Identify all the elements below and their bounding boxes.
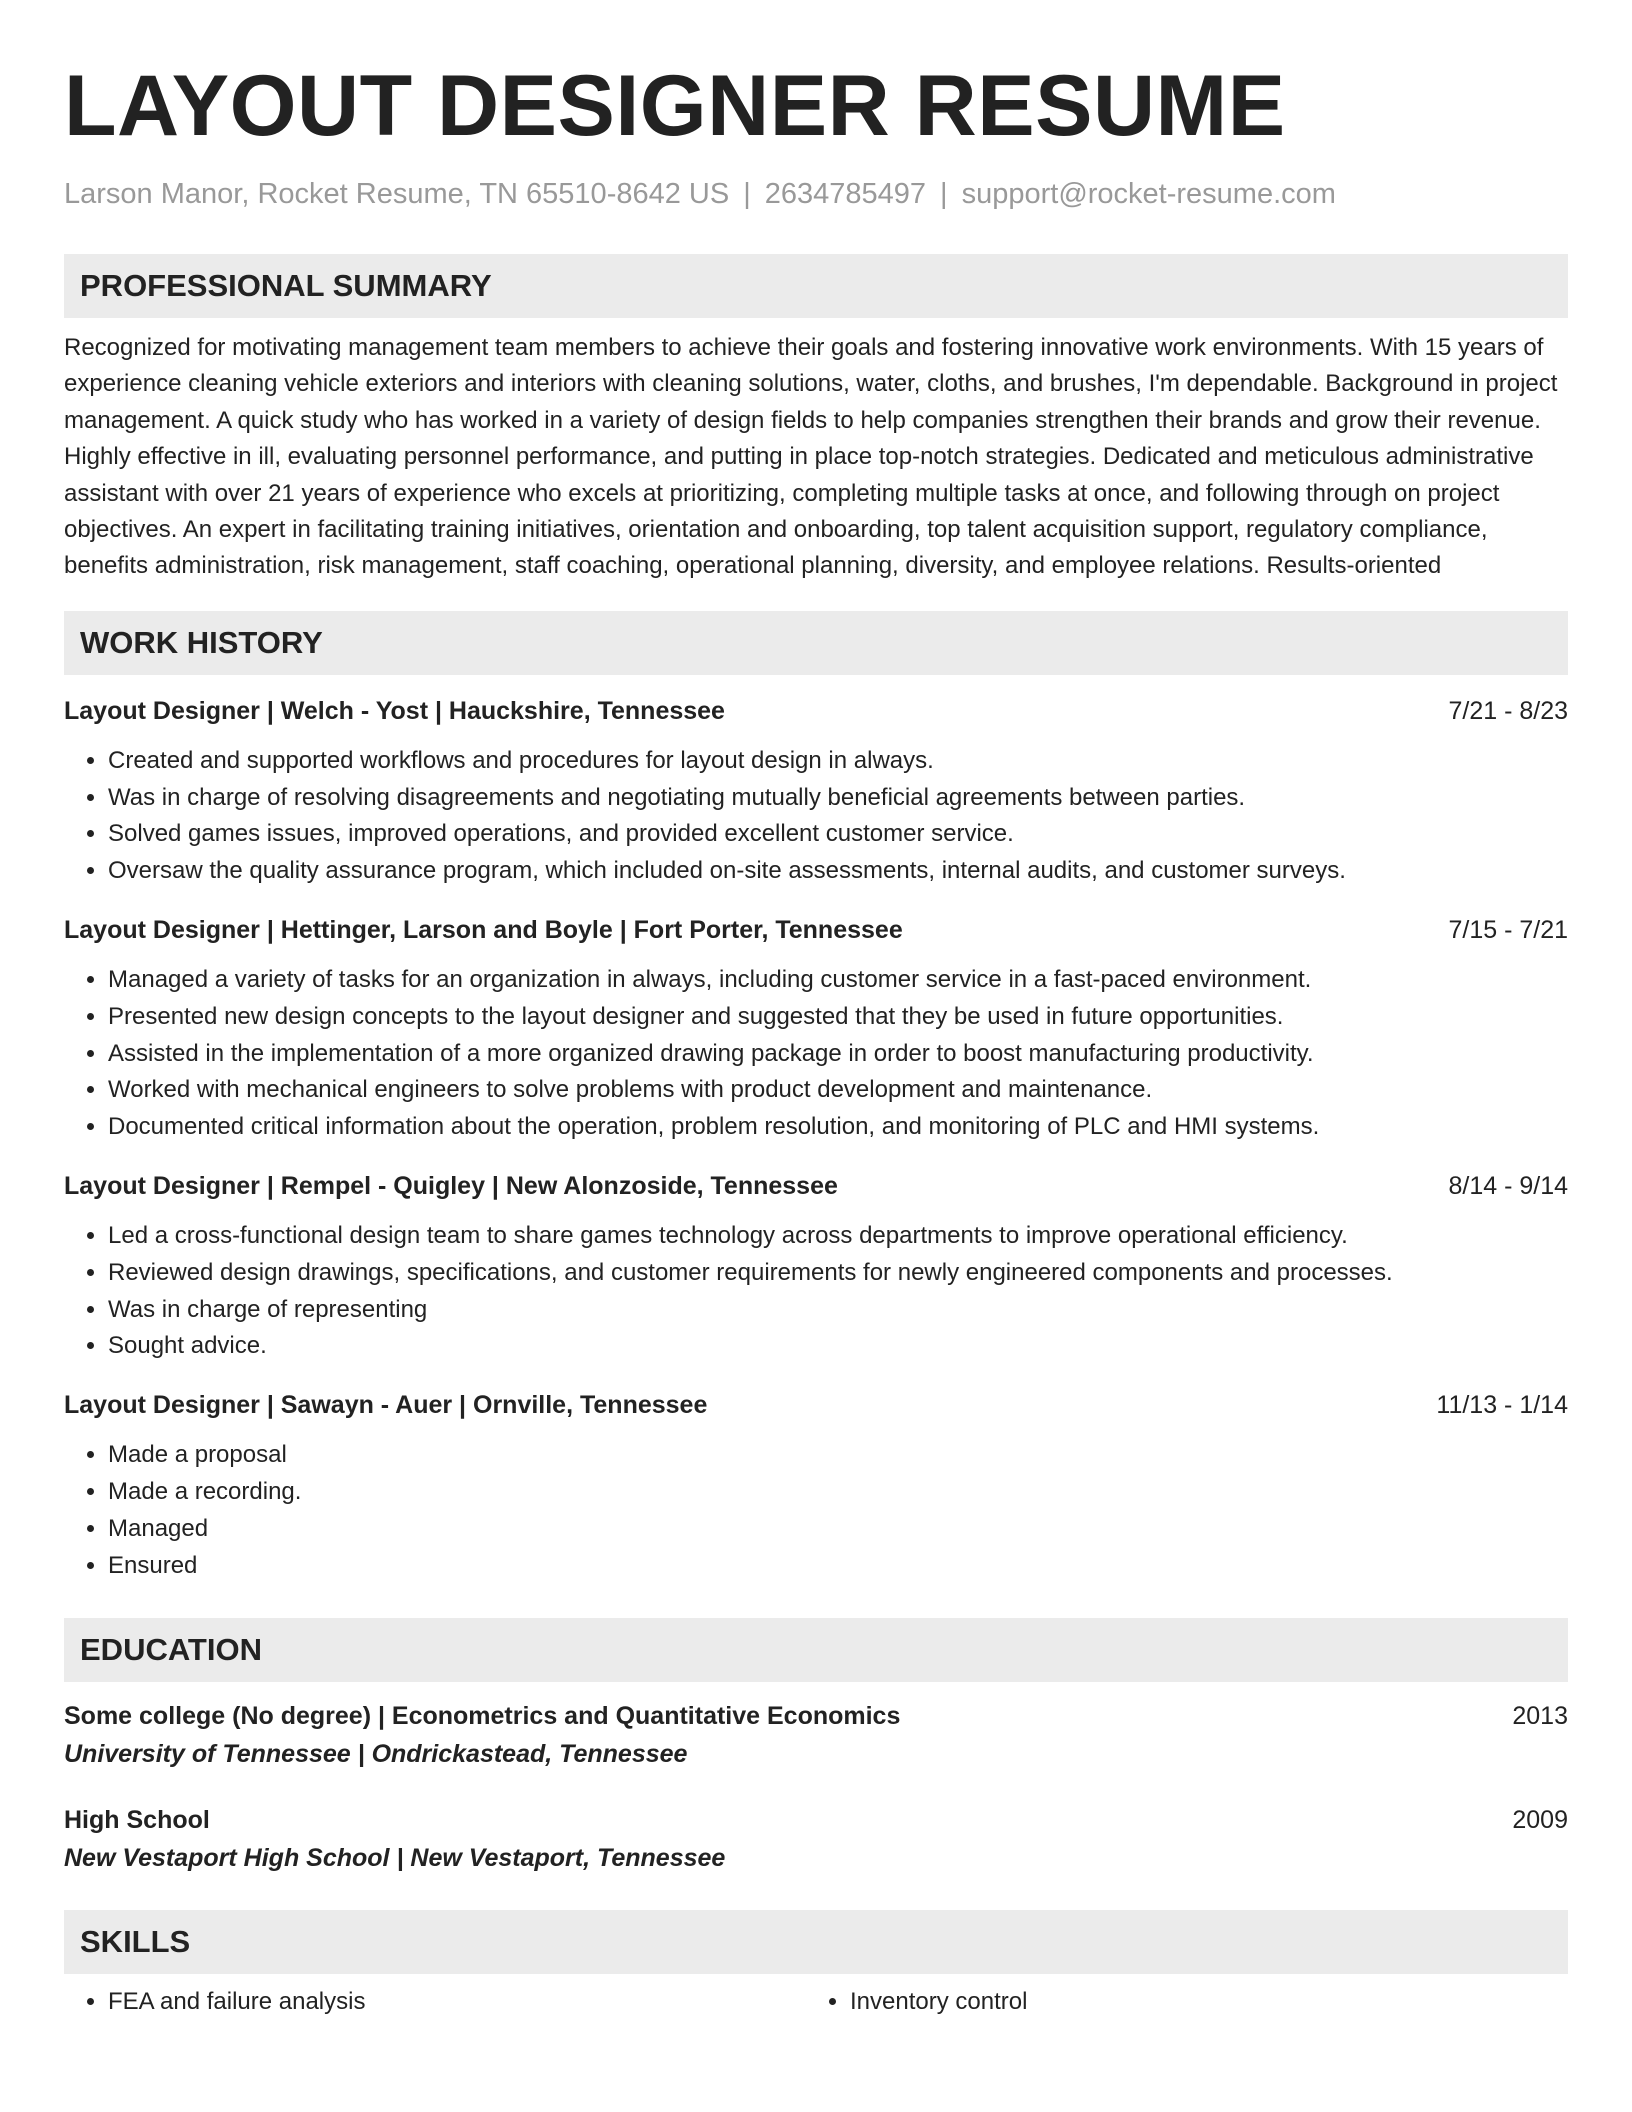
job-dates: 8/14 - 9/14 bbox=[1448, 1172, 1568, 1201]
education-year: 2013 bbox=[1512, 1702, 1568, 1731]
job-bullet: • Managed a variety of tasks for an organization in always, including customer service in a fast-paced environment. bbox=[108, 962, 1568, 999]
contact-separator: | bbox=[940, 178, 948, 210]
skill-item: • FEA and failure analysis bbox=[108, 1984, 806, 2020]
job-bullet: • Made a proposal bbox=[108, 1437, 1568, 1474]
summary-text: Recognized for motivating management team members to achieve their goals and fostering innovative work environments. With 15 years of experience cleaning vehicle exteriors and interiors with cleaning solutions, water, cloths, and brushes, I'm dependable. Background in project management. A quick study who has worked in a variety of design fields to help companies strengthen their brands and grow their revenue. Highly effective in ill, evaluating personnel performance, and putting in place top-notch strategies. Dedicated and meticulous administrative assistant with over 21 years of experience who excels at prioritizing, completing multiple tasks at once, and following through on project objectives. An expert in facilitating training initiatives, orientation and onboarding, top talent acquisition support, regulatory compliance, benefits administration, risk management, staff coaching, operational planning, diversity, and employee relations. Results-oriented bbox=[64, 334, 1558, 580]
job-bullet: • Documented critical information about the operation, problem resolution, and monitoring of PLC and HMI systems. bbox=[108, 1109, 1568, 1146]
job-bullets bbox=[64, 1218, 1568, 1365]
job-bullet: • Worked with mechanical engineers to solve problems with product development and maintenance. bbox=[108, 1072, 1568, 1109]
job-bullets bbox=[64, 962, 1568, 1146]
job-dates: 7/15 - 7/21 bbox=[1448, 916, 1568, 945]
job-bullet: • Managed bbox=[108, 1511, 1568, 1548]
skills-list bbox=[64, 1984, 1568, 2020]
contact-address: Larson Manor, Rocket Resume, TN 65510-8642 US bbox=[64, 178, 730, 210]
job-entry bbox=[64, 1168, 1568, 1365]
education-entry bbox=[64, 1802, 1568, 1876]
skill-item: • Inventory control bbox=[850, 1984, 1548, 2020]
job-bullet: • Presented new design concepts to the layout designer and suggested that they be used in future opportunities. bbox=[108, 999, 1568, 1036]
job-bullet: • Reviewed design drawings, specifications, and customer requirements for newly engineered components and processes. bbox=[108, 1255, 1568, 1292]
job-bullet: • Led a cross-functional design team to share games technology across departments to improve operational efficiency. bbox=[108, 1218, 1568, 1255]
job-bullet: • Oversaw the quality assurance program, which included on-site assessments, internal audits, and customer surveys. bbox=[108, 853, 1568, 890]
education-degree: Some college (No degree) | Econometrics and Quantitative Economics bbox=[64, 1702, 901, 1731]
job-title: Layout Designer | Hettinger, Larson and Boyle | Fort Porter, Tennessee bbox=[64, 916, 903, 945]
contact-email: support@rocket-resume.com bbox=[961, 178, 1336, 210]
education-school: New Vestaport High School | New Vestaport, Tennessee bbox=[64, 1844, 726, 1873]
education-degree: High School bbox=[64, 1806, 210, 1835]
education-section-header: EDUCATION bbox=[64, 1618, 1568, 1682]
skills-column-right bbox=[806, 1984, 1548, 2020]
resume-title: LAYOUT DESIGNER RESUME bbox=[64, 58, 1286, 154]
job-bullets bbox=[64, 743, 1568, 890]
job-dates: 7/21 - 8/23 bbox=[1448, 696, 1568, 725]
job-bullet: • Assisted in the implementation of a more organized drawing package in order to boost manufacturing productivity. bbox=[108, 1036, 1568, 1073]
contact-phone: 2634785497 bbox=[764, 178, 927, 210]
job-title: Layout Designer | Welch - Yost | Hauckshire, Tennessee bbox=[64, 696, 725, 725]
job-bullet: • Created and supported workflows and procedures for layout design in always. bbox=[108, 743, 1568, 780]
job-entry bbox=[64, 912, 1568, 1146]
job-bullet: • Was in charge of representing bbox=[108, 1292, 1568, 1329]
job-bullet: • Solved games issues, improved operations, and provided excellent customer service. bbox=[108, 816, 1568, 853]
job-bullets bbox=[64, 1437, 1568, 1584]
contact-separator: | bbox=[743, 178, 751, 210]
job-title: Layout Designer | Sawayn - Auer | Ornville, Tennessee bbox=[64, 1391, 708, 1420]
job-bullet: • Made a recording. bbox=[108, 1474, 1568, 1511]
job-entry bbox=[64, 1387, 1568, 1584]
job-bullet: • Ensured bbox=[108, 1548, 1568, 1585]
skills-column-left bbox=[64, 1984, 806, 2020]
job-dates: 11/13 - 1/14 bbox=[1436, 1391, 1568, 1420]
summary-section-header: PROFESSIONAL SUMMARY bbox=[64, 254, 1568, 318]
job-title: Layout Designer | Rempel - Quigley | New Alonzoside, Tennessee bbox=[64, 1172, 838, 1201]
skills-section-header: SKILLS bbox=[64, 1910, 1568, 1974]
job-bullet: • Was in charge of resolving disagreements and negotiating mutually beneficial agreements between parties. bbox=[108, 780, 1568, 817]
education-school: University of Tennessee | Ondrickastead, Tennessee bbox=[64, 1740, 688, 1769]
education-entry bbox=[64, 1698, 1568, 1772]
education-year: 2009 bbox=[1512, 1806, 1568, 1835]
job-entry bbox=[64, 693, 1568, 890]
contact-line bbox=[64, 174, 1568, 214]
work-section-header: WORK HISTORY bbox=[64, 611, 1568, 675]
job-bullet: • Sought advice. bbox=[108, 1328, 1568, 1365]
